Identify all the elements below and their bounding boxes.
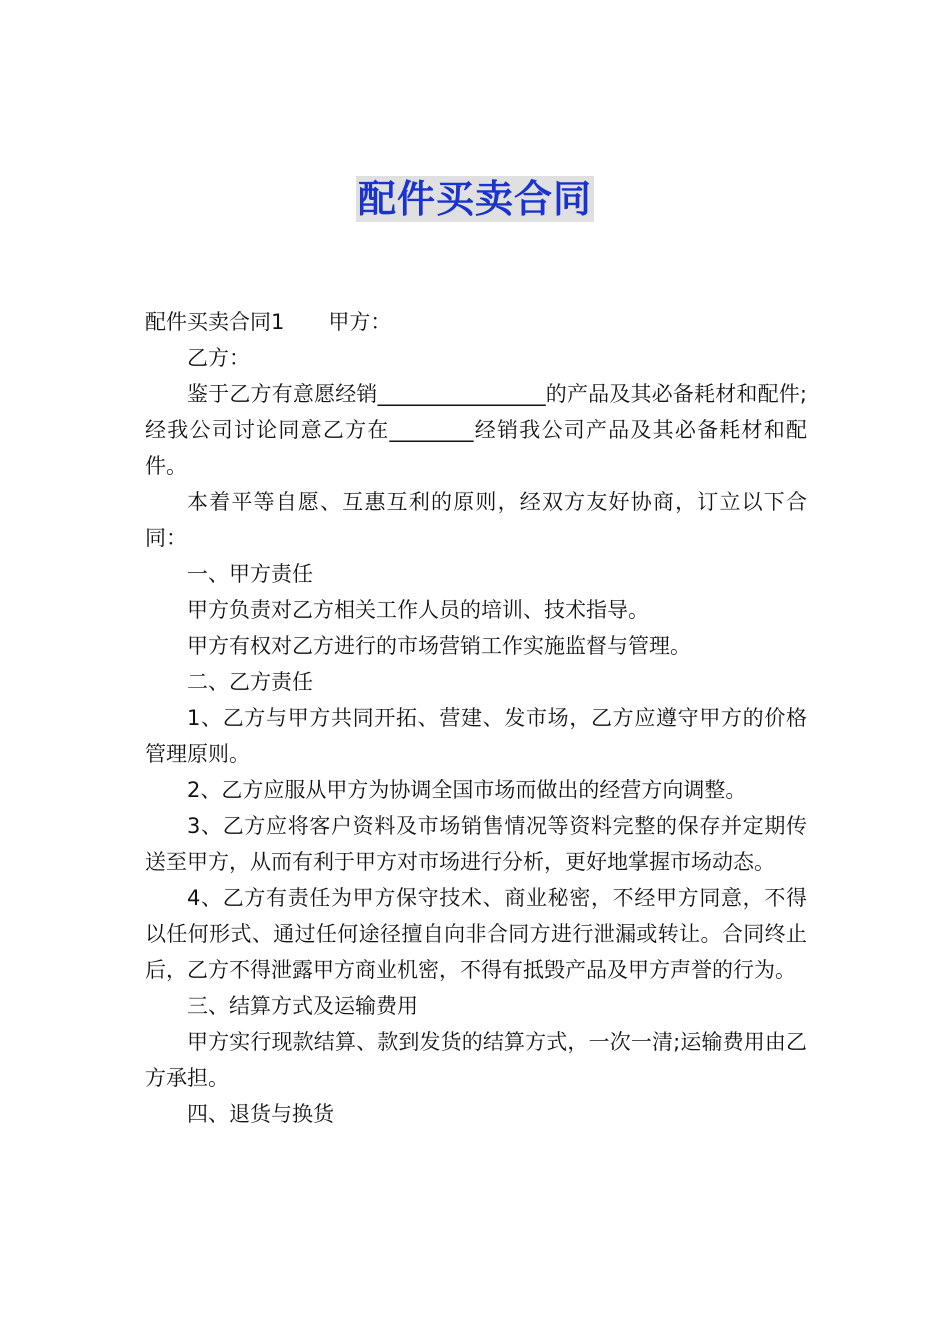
paragraph: 甲方有权对乙方进行的市场营销工作实施监督与管理。 [187,634,691,658]
document-title: 配件买卖合同 [357,177,592,221]
header-line [145,304,807,340]
paragraph: 3、乙方应将客户资料及市场销售情况等资料完整的保存并定期传送至甲方，从而有利于甲方对市场进行分析，更好地掌握市场动态。 [145,814,807,874]
paragraph: 4、乙方有责任为甲方保守技术、商业秘密，不经甲方同意，不得以任何形式、通过任何途径擅自向非合同方进行泄漏或转让。合同终止后，乙方不得泄露甲方商业机密，不得有抵毁产品及甲方声誉的行为。 [145,886,807,982]
paragraph: 乙方： [187,346,250,370]
paragraph: 甲方负责对乙方相关工作人员的培训、技术指导。 [187,598,649,622]
section-heading: 二、乙方责任 [187,670,313,694]
section-heading: 一、甲方责任 [187,562,313,586]
section-heading: 三、结算方式及运输费用 [187,994,418,1018]
paragraph: 2、乙方应服从甲方为协调全国市场而做出的经营方向调整。 [187,778,747,802]
party-a-label: 甲方： [328,310,392,334]
document-body [145,304,807,1132]
section-heading: 四、退货与换货 [187,1102,334,1126]
title-wrap [0,176,950,222]
paragraph: 甲方实行现款结算、款到发货的结算方式，一次一清;运输费用由乙方承担。 [145,1030,807,1090]
paragraph: 1、乙方与甲方共同开拓、营建、发市场，乙方应遵守甲方的价格管理原则。 [145,706,807,766]
paragraph: 本着平等自愿、互惠互利的原则，经双方友好协商，订立以下合同： [145,490,807,550]
contract-label: 配件买卖合同1 [145,310,285,334]
paragraph: 鉴于乙方有意愿经销________________的产品及其必备耗材和配件;经我公司讨论同意乙方在________经销我公司产品及其必备耗材和配件。 [145,382,807,478]
